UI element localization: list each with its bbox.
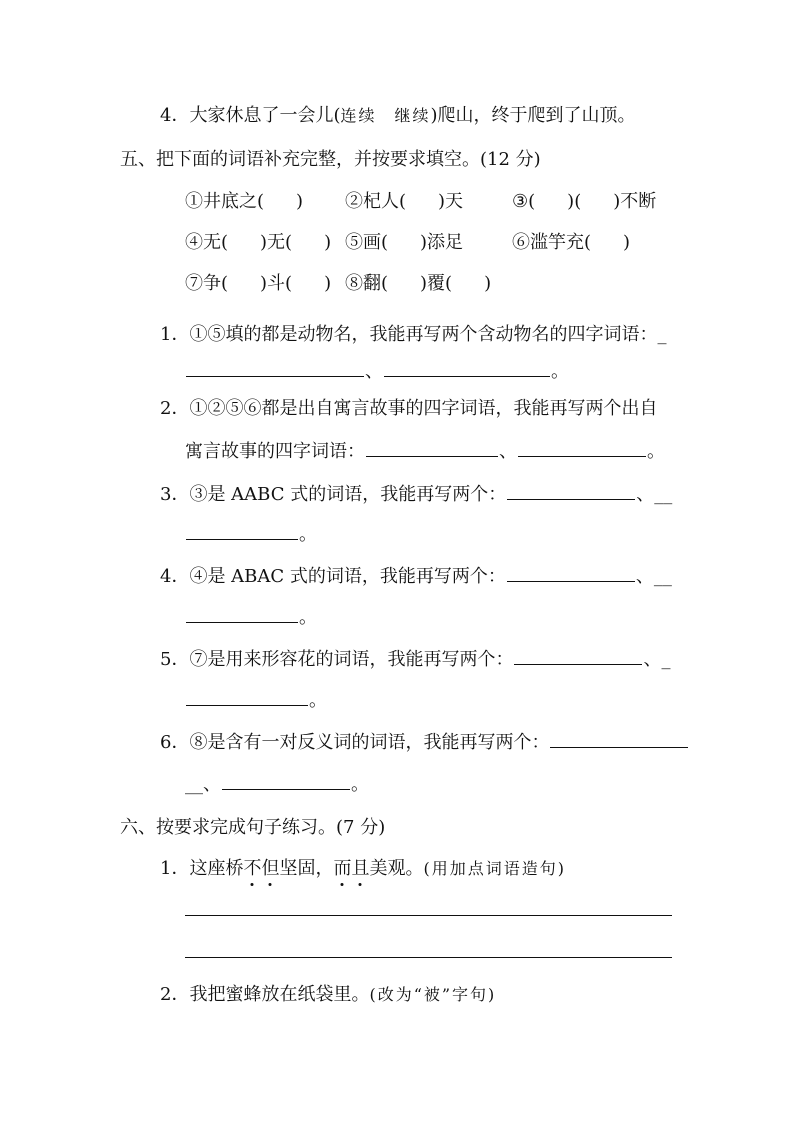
answer-blank[interactable]	[222, 773, 350, 790]
answer-blank[interactable]	[514, 648, 642, 665]
answer-blank[interactable]	[507, 483, 635, 500]
option-1: 连续	[340, 106, 377, 125]
section6-heading: 六、按要求完成句子练习。(7 分)	[120, 817, 386, 838]
s5-q6-line2: __、 。	[185, 774, 369, 795]
idiom-6: ⑥滥竽充( )	[512, 232, 631, 253]
s5-q3: 3．③是 AABC 式的词语，我能再写两个： 、__	[160, 484, 673, 505]
section5-heading: 五、把下面的词语补充完整，并按要求填空。(12 分)	[120, 149, 541, 170]
idiom-8: ⑧翻( )覆( )	[345, 273, 492, 294]
answer-blank[interactable]	[550, 731, 688, 748]
s6-q1: 1．这座桥不但坚固，而且美观。(用加点词语造句)	[160, 858, 566, 879]
idiom-1: ①井底之( )	[185, 191, 304, 212]
s5-q4: 4．④是 ABAC 式的词语，我能再写两个： 、__	[160, 566, 672, 587]
emphasis-dot-char: 且	[351, 858, 370, 879]
s5-q2-line2: 寓言故事的四字词语： 、 。	[185, 441, 665, 462]
answer-blank[interactable]	[186, 689, 308, 706]
writing-line[interactable]	[185, 956, 672, 958]
idiom-2: ②杞人( )天	[345, 191, 464, 212]
s4-item4: 4．大家休息了一会儿(连续 继续)爬山，终于爬到了山顶。	[160, 105, 636, 126]
s5-q6: 6．⑧是含有一对反义词的词语，我能再写两个：	[160, 731, 689, 755]
answer-blank[interactable]	[186, 360, 364, 377]
answer-blank[interactable]	[507, 565, 635, 582]
answer-blank[interactable]	[518, 440, 646, 457]
s5-q5: 5．⑦是用来形容花的词语，我能再写两个： 、_	[160, 649, 671, 670]
s5-q1-answer: 、 。	[185, 360, 569, 384]
answer-blank[interactable]	[366, 440, 498, 457]
s5-q5-line2: 。	[185, 689, 327, 713]
s5-q2: 2．①②⑤⑥都是出自寓言故事的四字词语，我能再写两个出自	[160, 398, 658, 419]
s5-q1: 1．①⑤填的都是动物名，我能再写两个含动物名的四字词语：_	[160, 324, 667, 345]
idiom-7: ⑦争( )斗( )	[185, 273, 332, 294]
idiom-4: ④无( )无( )	[185, 232, 332, 253]
emphasis-dot-char: 不	[243, 858, 262, 879]
emphasis-dot-char: 但	[261, 858, 280, 879]
s5-q4-line2: 。	[185, 606, 317, 630]
writing-line[interactable]	[185, 914, 672, 916]
option-2: 继续	[394, 106, 431, 125]
answer-blank[interactable]	[186, 523, 298, 540]
idiom-5: ⑤画( )添足	[345, 232, 464, 253]
emphasis-dot-char: 而	[333, 858, 352, 879]
s5-q3-line2: 。	[185, 523, 317, 547]
idiom-3: ③( )( )不断	[512, 191, 657, 212]
answer-blank[interactable]	[384, 360, 550, 377]
answer-blank[interactable]	[186, 606, 298, 623]
s6-q2: 2．我把蜜蜂放在纸袋里。(改为“被”字句)	[160, 984, 497, 1005]
